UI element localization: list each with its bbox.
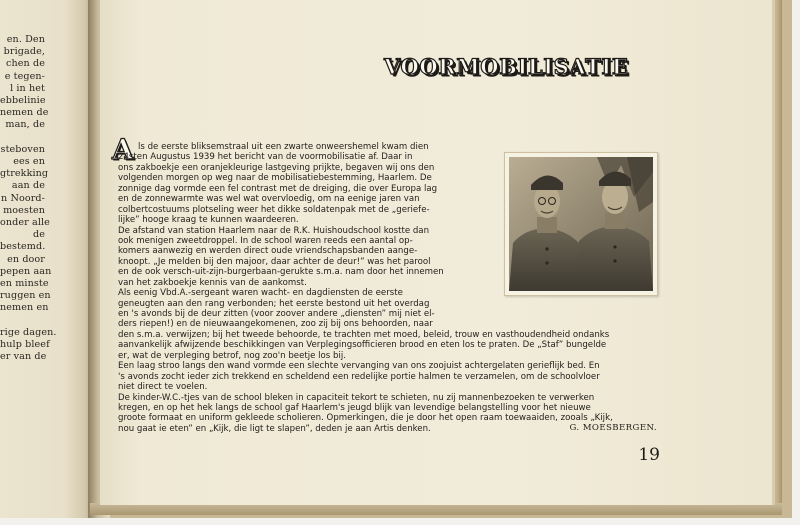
article-line: geneugten aan den rang verbonden; het eerste bestond uit het overdag — [118, 298, 430, 309]
article-line: ls de eerste bliksemstraal uit een zwarte onweershemel kwam dien — [138, 142, 429, 152]
article-title: VOORMOBILISATIE — [384, 54, 629, 79]
left-page-line: l in het — [10, 82, 45, 94]
left-page-line: aan de — [11, 180, 45, 192]
left-page-line: nemen en — [0, 302, 49, 314]
left-page-line: ruggen en — [0, 290, 51, 302]
soldiers-photo — [509, 157, 653, 291]
left-page-line: brigade, — [3, 46, 45, 58]
drop-cap: A — [112, 133, 134, 166]
article-line: groote formaat en uniform gekleede scholieren. Opmerkingen, die je door het open raam toewaaiden, zooals „Kijk, — [118, 413, 613, 424]
left-page-line: en door — [7, 253, 45, 265]
left-page-line: er van de — [0, 351, 47, 363]
left-page-line: de — [32, 229, 45, 241]
left-page-line: bestemd. — [0, 241, 46, 253]
article-line: kregen, en op het hek langs de school gaf Haarlem's jeugd blijk van levendige belangstelling voor het nieuwe — [118, 402, 591, 413]
article-line: colbertcostuums plotseling weer het dikke soldatenpak met de „geriefe- — [118, 204, 430, 215]
article-line: De kinder-W.C.-tjes van de school bleken in capaciteit tekort te schieten, nu zij mannenbezoeken te verwerken — [118, 392, 595, 403]
article-line: en de ook versch-uit-zijn-burgerbaan-gerukte s.m.a. nam door het innemen — [118, 267, 444, 278]
article-line: niet direct te voelen. — [118, 382, 208, 393]
left-page-line: onder alle — [0, 217, 50, 228]
page-number: 19 — [638, 445, 660, 465]
article-line: aanvankelijk afwijzende beschikkingen van Verplegingsofficieren brood en eten los te praten. De „Staf” bungelde — [118, 340, 607, 351]
left-page-line: nemen de — [0, 107, 49, 119]
article-line: ook menigen zweetdroppel. In de school waren reeds een aantal op- — [118, 235, 413, 246]
article-line: knoopt. „Je melden bij den majoor, daar achter de deur!” was het parool — [118, 256, 431, 267]
left-page-line: moesten — [3, 204, 45, 216]
left-page-line: e tegen- — [4, 70, 45, 82]
article-line: lijke” hooge kraag te kunnen waardeeren. — [118, 215, 299, 226]
left-page-line: man, de — [5, 119, 45, 131]
left-page — [0, 0, 92, 518]
article-line: Een laag stroo langs den wand vormde een slechte vervanging van ons zoojuist achtergelaten gerieflijk bed. En — [118, 361, 600, 372]
article-line: De afstand van station Haarlem naar de R.K. Huishoudschool kostte dan — [118, 225, 430, 236]
article-line: er, wat de verpleging betrof, nog zoo'n beetje los bij. — [118, 350, 346, 361]
article-line: 24sten Augustus 1939 het bericht van de voormobilisatie af. Daar in — [118, 152, 413, 163]
article-line: den s.m.a. verwijzen; bij het tweede behoorde, te trachten met moed, beleid, trouw en vasthoudendheid ondanks — [118, 329, 610, 340]
article-line: zonnige dag vormde een fel contrast met de dreiging, die over Europa lag — [118, 183, 438, 194]
article-line: nou gaat ie eten” en „Kijk, die ligt te slapen”, deden je aan Artis denken. — [118, 423, 431, 434]
photo-frame — [504, 152, 658, 296]
article-line: ders riepen!) en de nieuwaangekomenen, zoo zij bij ons behoorden, naar — [118, 319, 433, 330]
left-page-line: ees en — [13, 156, 45, 167]
left-page-line: ebbelinie — [0, 95, 46, 106]
left-page-line: en. Den — [6, 34, 45, 45]
article-line: en 's avonds bij de deur zitten (voor zoover andere „diensten” mij niet el- — [118, 309, 435, 319]
left-page-line: hulp bleef — [0, 339, 50, 350]
left-page-line: rige dagen. — [0, 326, 57, 338]
article-line: en de zonnewarmte was wel wat overvloedig, om na eenige jaren van — [118, 194, 420, 205]
left-page-line: pepen aan — [0, 265, 52, 277]
left-page-line: gtrekking — [0, 168, 49, 180]
left-page-line: n Noord- — [1, 192, 45, 204]
author-signature: G. MOESBERGEN. — [569, 423, 657, 433]
article-line: van het zakboekje kennis van de aankomst. — [118, 277, 307, 288]
article-line: ons zakboekje een oranjekleurige lastgeving prijkte, begaven wij ons den — [118, 162, 435, 173]
left-page-line: steboven — [0, 143, 45, 155]
article-line: komers aanwezig en werden direct oude vriendschapsbanden aange- — [118, 246, 418, 257]
article-line: 's avonds zocht ieder zich trekkend en scheldend een redelijke portie halmen te verzamelen, om de schoolvloer — [118, 371, 600, 382]
article-line: volgenden morgen op weg naar de mobilisatiebestemming, Haarlem. De — [118, 173, 432, 184]
left-page-line: en minste — [0, 278, 49, 289]
left-page-line: chen de — [6, 58, 45, 70]
article-line: Als eenig Vbd.A.-sergeant waren wacht- en dagdiensten de eerste — [118, 288, 403, 299]
